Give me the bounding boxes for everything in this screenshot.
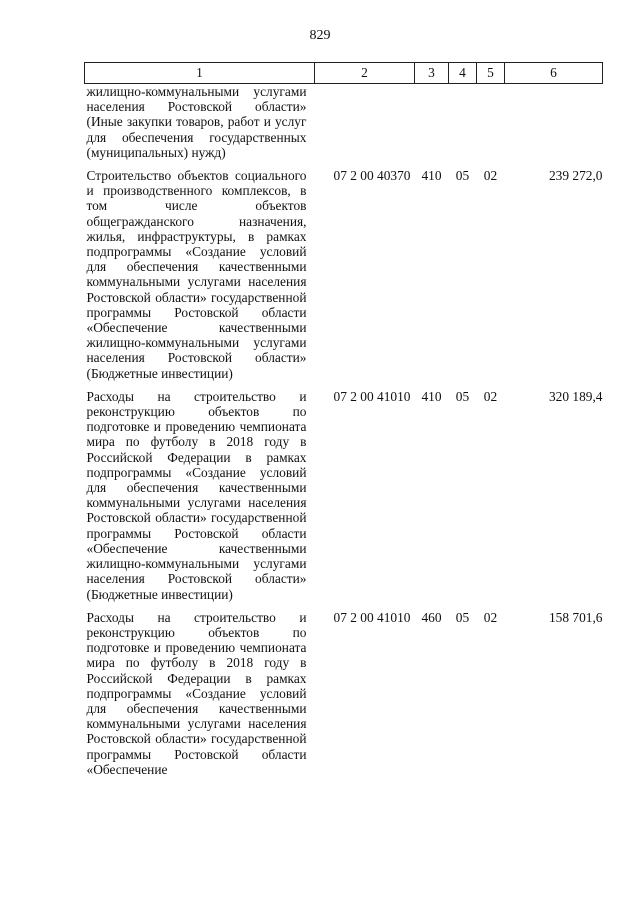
table-row xyxy=(85,168,603,381)
table-row xyxy=(85,610,603,777)
row-col3: 410 xyxy=(421,168,442,184)
row-amount: 320 189,4 xyxy=(548,388,603,404)
column-header-1: 1 xyxy=(85,63,315,84)
row-col4 xyxy=(449,84,477,161)
table-row xyxy=(85,389,603,602)
row-amount xyxy=(505,84,603,161)
row-col4: 05 xyxy=(455,388,470,404)
row-amount: 239 272,0 xyxy=(548,168,603,184)
row-col3: 460 xyxy=(421,609,442,625)
column-header-3: 3 xyxy=(415,63,449,84)
row-code: 07 2 00 41010 xyxy=(333,609,411,625)
row-description: Строительство объектов социального и производственного комплексов, в том числе объектов общегражданского назначения, жилья, инфраструктуры, в рамках подпрограммы «Создание условий для обеспечения качественными коммунальными услугами населения Ростовской области» государственной программы Ростовской области «Обеспечение качественными жилищно-коммунальными услугами населения Ростовской области» (Бюджетные инвестиции) xyxy=(86,168,307,381)
budget-table xyxy=(84,62,603,777)
row-col4: 05 xyxy=(455,168,470,184)
row-code: 07 2 00 41010 xyxy=(333,388,411,404)
table-row xyxy=(85,84,603,161)
row-col5: 02 xyxy=(483,609,498,625)
row-spacer xyxy=(85,602,603,610)
row-col3: 410 xyxy=(421,388,442,404)
row-description: жилищно-коммунальными услугами населения Ростовской области» (Иные закупки товаров, работ и услуг для обеспечения государственных (муниципальных) нужд) xyxy=(86,84,307,160)
row-description: Расходы на строительство и реконструкцию объектов по подготовке и проведению чемпионата мира по футболу в 2018 году в Российской Федерации в рамках подпрограммы «Создание условий для обеспечения качественными коммунальными услугами населения Ростовской области» государственной программы Ростовской области «Обеспечение качественными жилищно-коммунальными услугами населения Ростовской области» (Бюджетные инвестиции) xyxy=(86,388,307,602)
row-col5 xyxy=(477,84,505,161)
row-col3 xyxy=(415,84,449,161)
row-code xyxy=(315,84,415,161)
row-col4: 05 xyxy=(455,609,470,625)
row-col5: 02 xyxy=(483,388,498,404)
row-code: 07 2 00 40370 xyxy=(333,168,411,184)
column-header-2: 2 xyxy=(315,63,415,84)
row-amount: 158 701,6 xyxy=(548,609,603,625)
row-description: Расходы на строительство и реконструкцию объектов по подготовке и проведению чемпионата мира по футболу в 2018 году в Российской Федерации в рамках подпрограммы «Создание условий для обеспечения качественными коммунальными услугами населения Ростовской области» государственной программы Ростовской области «Обеспечение xyxy=(86,609,307,777)
row-col5: 02 xyxy=(483,168,498,184)
row-spacer xyxy=(85,381,603,389)
column-header-5: 5 xyxy=(477,63,505,84)
column-header-4: 4 xyxy=(449,63,477,84)
page-number: 829 xyxy=(309,28,331,43)
table-header-row xyxy=(85,63,603,84)
row-spacer xyxy=(85,160,603,168)
column-header-6: 6 xyxy=(505,63,603,84)
